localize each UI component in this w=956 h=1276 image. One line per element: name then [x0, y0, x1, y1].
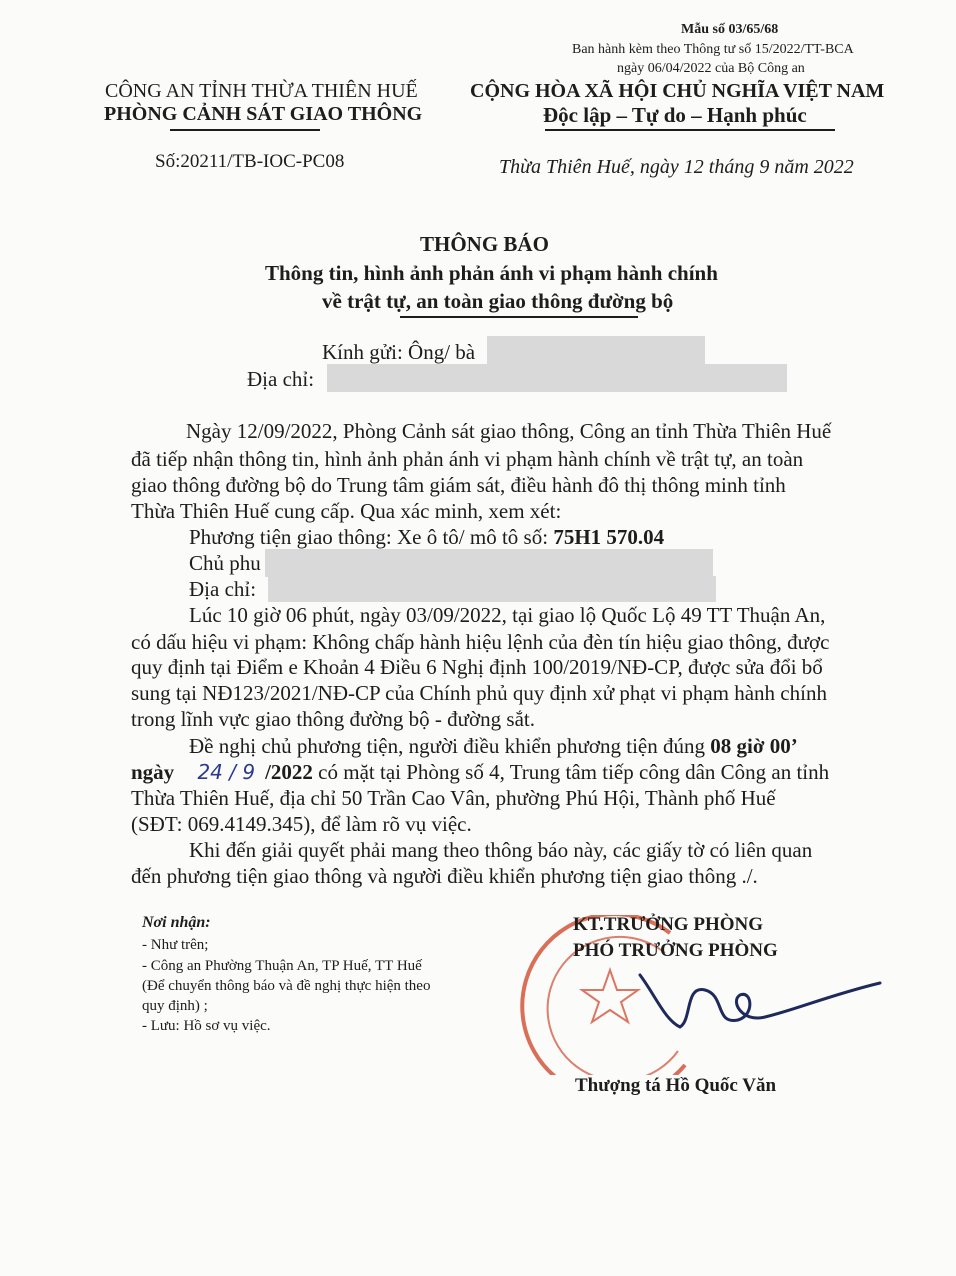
place-date: Thừa Thiên Huế, ngày 12 tháng 9 năm 2022	[499, 156, 854, 178]
appointment-time: 08 giờ 00’	[710, 734, 798, 758]
appointment-year: /2022	[265, 760, 313, 784]
owner-address-redaction	[268, 576, 716, 602]
recipient-item: - Như trên;	[142, 937, 209, 953]
body-line: giao thông đường bộ do Trung tâm giám sát, điều hành đô thị thông minh tỉnh	[131, 473, 786, 497]
document-subtitle-line1: Thông tin, hình ảnh phản ánh vi phạm hành chính	[265, 261, 718, 285]
document-title: THÔNG BÁO	[420, 232, 549, 256]
recipient-greeting: Kính gửi: Ông/ bà	[322, 340, 476, 364]
body-line	[189, 734, 798, 759]
department-underline	[170, 129, 320, 131]
agency-department: PHÒNG CẢNH SÁT GIAO THÔNG	[104, 103, 423, 125]
body-line: quy định tại Điểm e Khoản 4 Điều 6 Nghị định 100/2019/NĐ-CP, được sửa đổi bổ	[131, 655, 823, 679]
agency-parent: CÔNG AN TỈNH THỪA THIÊN HUẾ	[105, 80, 418, 102]
recipient-item: - Lưu: Hồ sơ vụ việc.	[142, 1018, 271, 1034]
country-name: CỘNG HÒA XÃ HỘI CHỦ NGHĨA VIỆT NAM	[470, 80, 885, 102]
recipient-item-note: quy định) ;	[142, 998, 208, 1014]
body-line: Ngày 12/09/2022, Phòng Cảnh sát giao thông, Công an tỉnh Thừa Thiên Huế	[186, 419, 832, 443]
recipient-name-redaction	[487, 336, 705, 364]
body-line: Thừa Thiên Huế, địa chỉ 50 Trần Cao Vân, phường Phú Hội, Thành phố Huế	[131, 786, 776, 810]
title-underline	[400, 316, 638, 318]
motto-underline	[545, 129, 835, 131]
document-number: Số:20211/TB-IOC-PC08	[155, 151, 345, 172]
owner-name-redaction	[265, 549, 713, 577]
body-line	[131, 760, 829, 785]
body-line: đã tiếp nhận thông tin, hình ảnh phản ánh vi phạm hành chính về trật tự, an toàn	[131, 447, 804, 471]
body-line: Khi đến giải quyết phải mang theo thông báo này, các giấy tờ có liên quan	[189, 838, 813, 862]
handwritten-date: 24 / 9	[197, 760, 256, 784]
body-line: trong lĩnh vực giao thông đường bộ - đường sắt.	[131, 707, 535, 731]
vehicle-line	[189, 525, 664, 550]
appointment-request: Đề nghị chủ phương tiện, người điều khiển phương tiện đúng	[189, 734, 711, 758]
appointment-day-label: ngày	[131, 760, 175, 784]
body-line: sung tại NĐ123/2021/NĐ-CP của Chính phủ quy định xử phạt vi phạm hành chính	[131, 681, 827, 705]
owner-label: Chủ phu	[189, 551, 261, 575]
recipient-address-label: Địa chỉ:	[247, 367, 315, 391]
vehicle-plate: 75H1 570.04	[553, 525, 665, 549]
recipient-address-redaction	[327, 364, 787, 392]
recipient-item-note: (Để chuyển thông báo và đề nghị thực hiện theo	[142, 978, 431, 994]
body-line: có dấu hiệu vi phạm: Không chấp hành hiệu lệnh của đèn tín hiệu giao thông, được	[131, 630, 830, 654]
form-issued-date: ngày 06/04/2022 của Bộ Công an	[617, 61, 805, 76]
document-subtitle-line2: về trật tự, an toàn giao thông đường bộ	[322, 289, 674, 313]
national-motto: Độc lập – Tự do – Hạnh phúc	[543, 103, 807, 127]
body-line: (SĐT: 069.4149.345), để làm rõ vụ việc.	[131, 812, 472, 836]
signature-title-2: PHÓ TRƯỞNG PHÒNG	[573, 940, 778, 961]
signature-title-1: KT.TRƯỞNG PHÒNG	[573, 914, 763, 935]
handwritten-signature	[630, 965, 890, 1045]
recipient-item: - Công an Phường Thuận An, TP Huế, TT Huế	[142, 958, 422, 974]
body-line: Thừa Thiên Huế cung cấp. Qua xác minh, xem xét:	[131, 499, 562, 523]
form-number: Mẫu số 03/65/68	[681, 22, 779, 37]
signer-name: Thượng tá Hồ Quốc Văn	[575, 1075, 777, 1096]
recipients-heading: Nơi nhận:	[142, 914, 211, 931]
body-line: Lúc 10 giờ 06 phút, ngày 03/09/2022, tại giao lộ Quốc Lộ 49 TT Thuận An,	[189, 603, 826, 627]
appointment-location: có mặt tại Phòng số 4, Trung tâm tiếp công dân Công an tỉnh	[312, 760, 830, 784]
form-issued-with: Ban hành kèm theo Thông tư số 15/2022/TT-BCA	[572, 42, 854, 57]
owner-address-label: Địa chỉ:	[189, 577, 257, 601]
body-line: đến phương tiện giao thông và người điều khiển phương tiện giao thông ./.	[131, 864, 758, 888]
vehicle-label: Phương tiện giao thông: Xe ô tô/ mô tô số:	[189, 525, 554, 549]
